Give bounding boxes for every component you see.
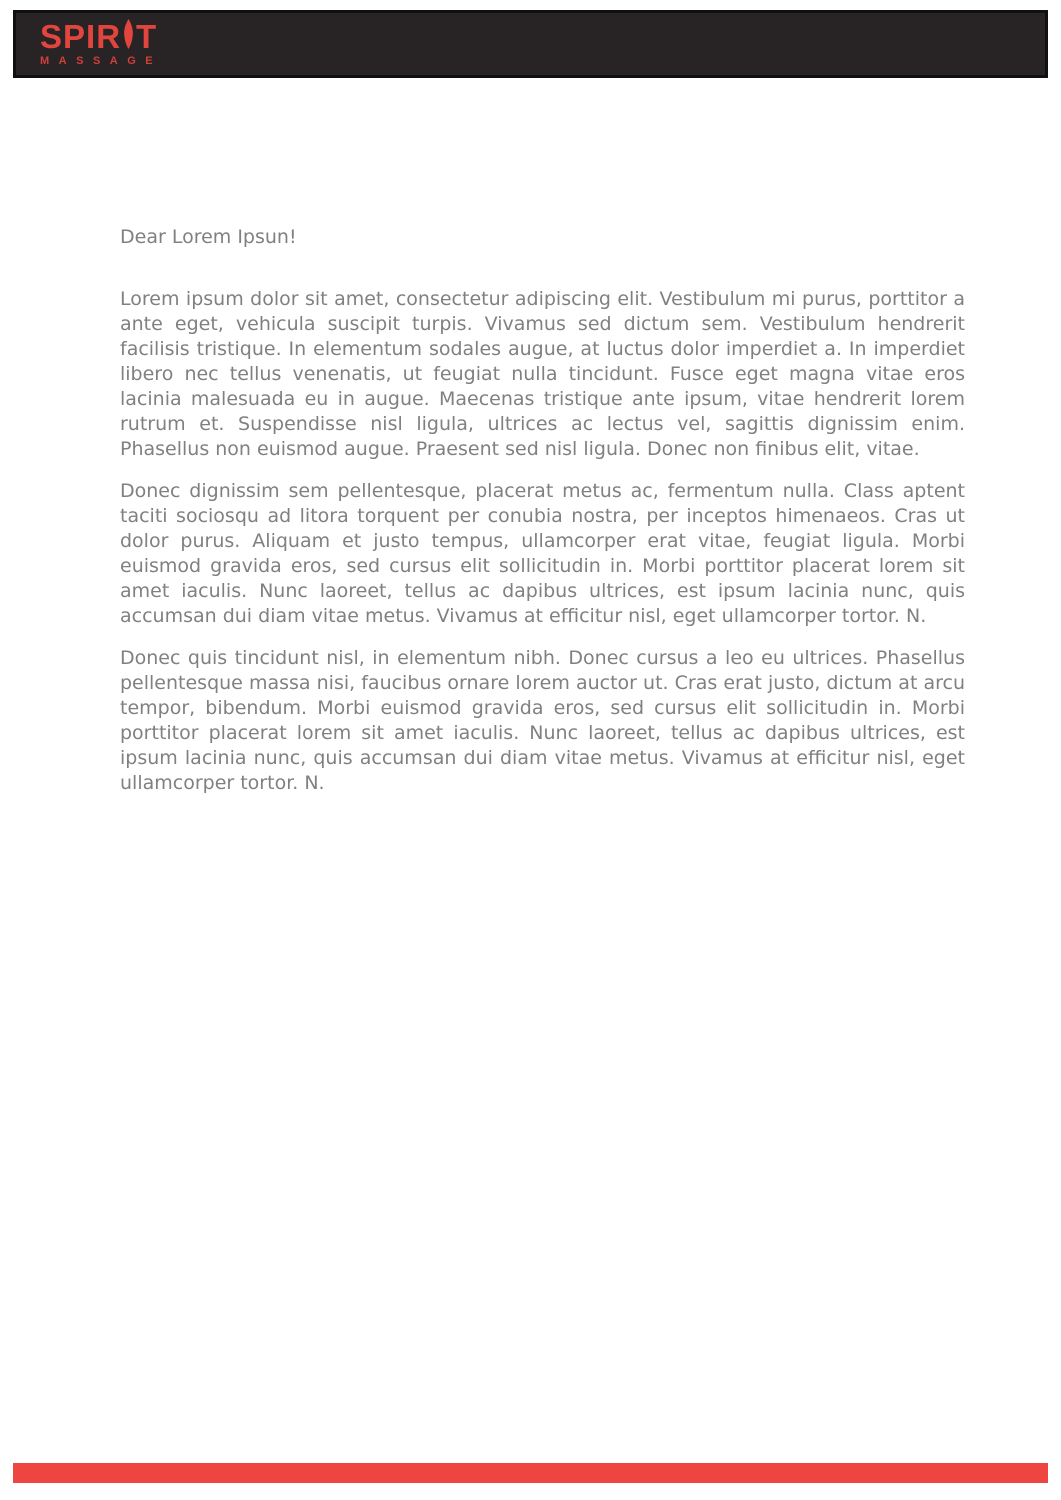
- footer-accent-bar: [13, 1463, 1048, 1483]
- paragraph-1: Lorem ipsum dolor sit amet, consectetur adipiscing elit. Vestibulum mi purus, porttitor a ante eget, vehicula suscipit turpis. Vivamus sed dictum sem. Vestibulum hendrerit facilisis tristique. In elementum sodales augue, at luctus dolor imperdiet a. In imperdiet libero nec tellus venenatis, ut feugiat nulla tincidunt. Fusce eget magna vitae eros lacinia malesuada eu in augue. Maecenas tristique ante ipsum, vitae hendrerit lorem rutrum et. Suspendisse nisl ligula, ultrices ac lectus vel, sagittis dignissim enim. Phasellus non euismod augue. Praesent sed nisl ligula. Donec non finibus elit, vitae.: [120, 288, 965, 460]
- brand-subtitle: MASSAGE: [40, 55, 163, 67]
- brand-logo: [40, 19, 162, 67]
- paragraph-2: Donec dignissim sem pellentesque, placerat metus ac, fermentum nulla. Class aptent taciti sociosqu ad litora torquent per conubia nostra, per inceptos himenaeos. Cras ut dolor purus. Aliquam et justo tempus, ullamcorper erat vitae, feugiat ligula. Morbi euismod gravida eros, sed cursus elit sollicitudin in. Morbi porttitor placerat lorem sit amet iaculis. Nunc laoreet, tellus ac dapibus ultrices, est ipsum lacinia nunc, quis accumsan dui diam vitae metus. Vivamus at efficitur nisl, eget ullamcorper tortor. N.: [120, 480, 965, 627]
- brand-name-suffix: T: [136, 18, 158, 55]
- brand-name-prefix: SPIR: [40, 18, 122, 55]
- header-bar: [13, 10, 1048, 78]
- flame-icon: [122, 19, 135, 54]
- greeting: Dear Lorem Ipsun!: [120, 226, 297, 248]
- letter-body: [120, 225, 965, 813]
- paragraph-3: Donec quis tincidunt nisl, in elementum nibh. Donec cursus a leo eu ultrices. Phasellus pellentesque massa nisi, faucibus ornare lorem auctor ut. Cras erat justo, dictum at arcu tempor, bibendum. Morbi euismod gravida eros, sed cursus elit sollicitudin in. Morbi porttitor placerat lorem sit amet iaculis. Nunc laoreet, tellus ac dapibus ultrices, est ipsum lacinia nunc, quis accumsan dui diam vitae metus. Vivamus at efficitur nisl, eget ullamcorper tortor. N.: [120, 647, 965, 794]
- brand-name: [40, 19, 162, 54]
